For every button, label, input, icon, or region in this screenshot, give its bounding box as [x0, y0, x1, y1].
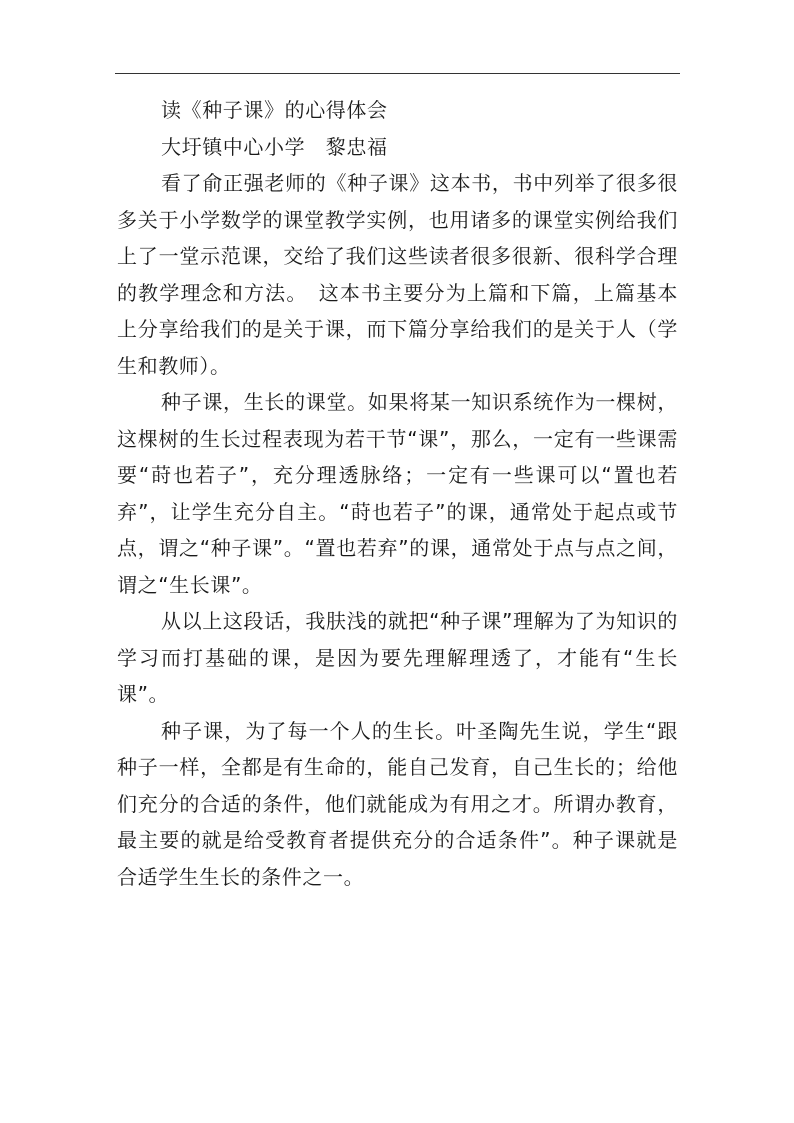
- paragraph-3: 从以上这段话，我肤浅的就把“种子课”理解为了为知识的学习而打基础的课，是因为要先理解理透了，才能有“生长课”。: [117, 609, 678, 706]
- document-title: 读《种子课》的心得体会: [161, 98, 388, 122]
- document-body: [117, 92, 678, 895]
- paragraph-1: 看了俞正强老师的《种子课》这本书，书中列举了很多很多关于小学数学的课堂教学实例，也用诸多的课堂实例给我们上了一堂示范课，交给了我们这些读者很多很新、很科学合理的教学理念和方法。 这本书主要分为上篇和下篇，上篇基本上分享给我们的是关于课，而下篇分享给我们的是关于人（学生和教师）。: [117, 171, 678, 378]
- header-rule: [115, 73, 680, 74]
- paragraph-2: 种子课，生长的课堂。如果将某一知识系统作为一棵树，这棵树的生长过程表现为若干节“课”，那么，一定有一些课需要“莳也若子”，充分理透脉络；一定有一些课可以“置也若弃”，让学生充分自主。“莳也若子”的课，通常处于起点或节点，谓之“种子课”。“置也若弃”的课，通常处于点与点之间，谓之“生长课”。: [117, 390, 678, 597]
- paragraph-4: 种子课，为了每一个人的生长。叶圣陶先生说，学生“跟种子一样，全都是有生命的，能自己发育，自己生长的；给他们充分的合适的条件，他们就能成为有用之才。所谓办教育，最主要的就是给受教育者提供充分的合适条件”。种子课就是合适学生生长的条件之一。: [117, 718, 678, 889]
- author-line: 大圩镇中心小学 黎忠福: [161, 134, 388, 159]
